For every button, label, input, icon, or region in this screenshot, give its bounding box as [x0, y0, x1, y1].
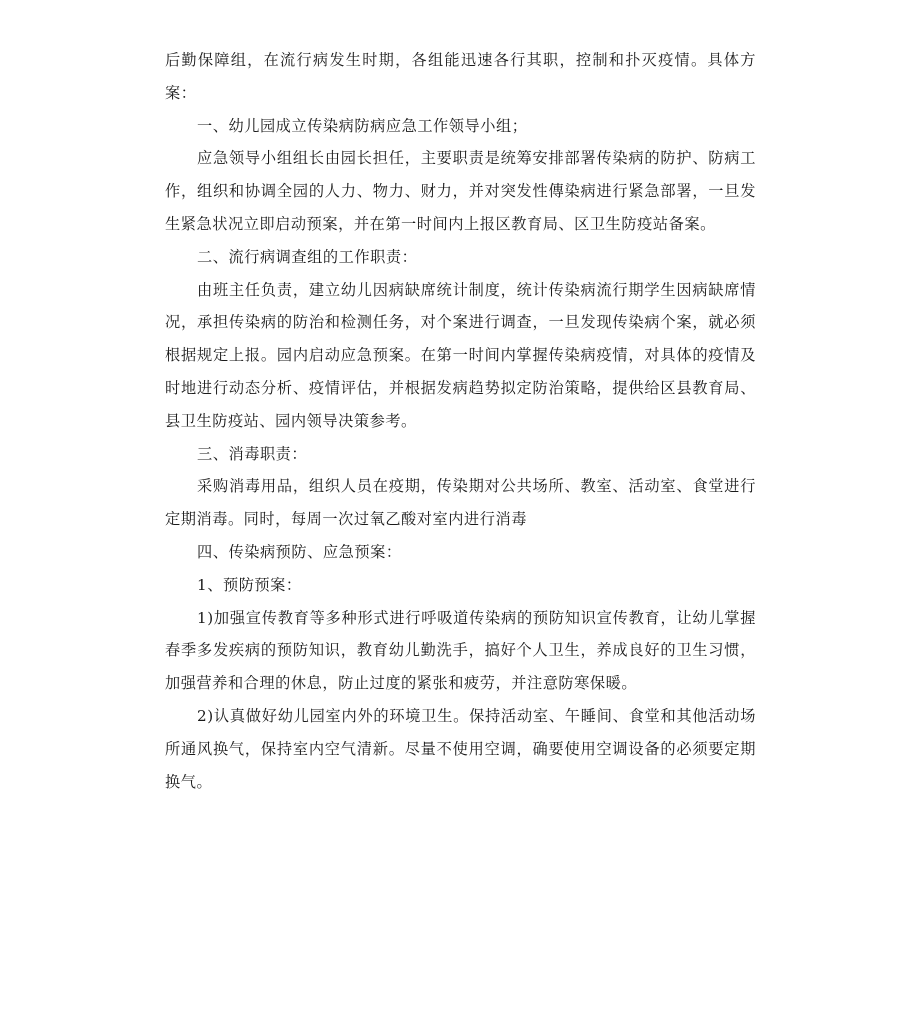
subheading-prevention-plan: 1、预防预案： — [197, 575, 302, 594]
paragraph-investigation-duties: 由班主任负责，建立幼儿因病缺席统计制度，统计传染病流行期学生因病缺席情况，承担传染病的防治和检测任务，对个案进行调查，一旦发现传染病个案，就必须根据规定上报。园内启动应急预案。在第一时间内掌握传染病疫情，对具体的疫情及时地进行动态分析、疫情评估，并根据发病趋势拟定防治策略，提供给区县教育局、县卫生防疫站、园内领导决策参考。 — [165, 280, 756, 430]
heading-section-4: 四、传染病预防、应急预案： — [197, 542, 402, 561]
paragraph-item-2: 2)认真做好幼儿园室内外的环境卫生。保持活动室、午睡间、食堂和其他活动场所通风换气，保持室内空气清新。尽量不使用空调，确要使用空调设备的必须要定期换气。 — [165, 706, 756, 791]
heading-section-2: 二、流行病调查组的工作职责： — [197, 247, 418, 266]
heading-section-3: 三、消毒职责： — [197, 444, 308, 463]
paragraph-disinfection-duties: 采购消毒用品，组织人员在疫期，传染期对公共场所、教室、活动室、食堂进行定期消毒。同时，每周一次过氧乙酸对室内进行消毒 — [165, 477, 756, 529]
heading-section-1: 一、幼儿园成立传染病防病应急工作领导小组； — [197, 116, 528, 135]
paragraph-leadership-duties: 应急领导小组组长由园长担任，主要职责是统筹安排部署传染病的防护、防病工作，组织和协调全园的人力、物力、财力，并对突发性傳染病进行紧急部署，一旦发生紧急状况立即启动预案，并在第一时间内上报区教育局、区卫生防疫站备案。 — [165, 149, 756, 233]
paragraph-continuation: 后勤保障组，在流行病发生时期，各组能迅速各行其职，控制和扑灭疫情。具体方案： — [165, 51, 756, 102]
paragraph-item-1: 1)加强宣传教育等多种形式进行呼吸道传染病的预防知识宣传教育，让幼儿掌握春季多发疾病的预防知识，教育幼儿勤洗手，搞好个人卫生，养成良好的卫生习惯，加强营养和合理的休息，防止过度的紧张和疲劳，并注意防寒保暖。 — [165, 608, 756, 693]
document-body — [165, 44, 756, 798]
